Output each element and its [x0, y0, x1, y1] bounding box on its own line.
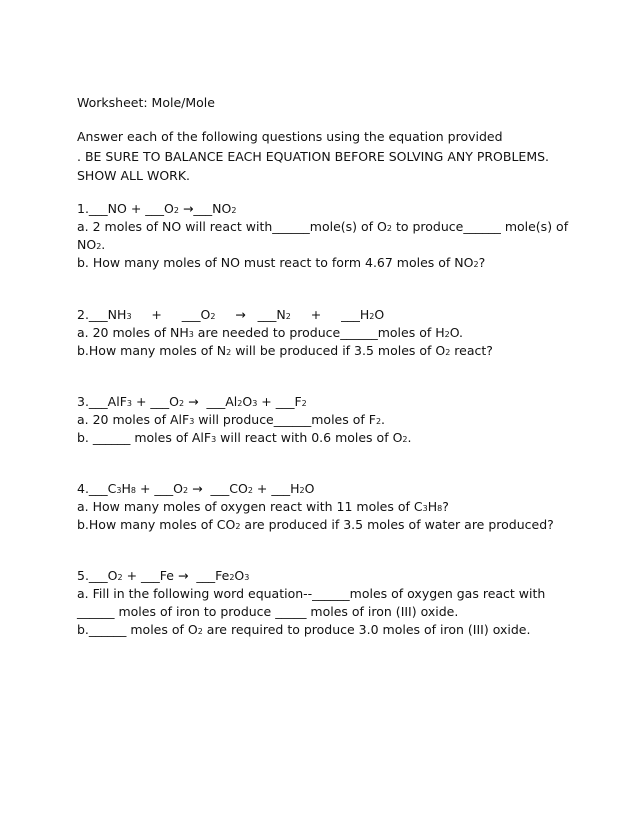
problem-4-question: a. How many moles of oxygen react with 11 moles of C3H8? [77, 499, 449, 514]
instruction-line: Answer each of the following questions using the equation provided [77, 129, 503, 144]
problem-4-question: b.How many moles of CO2 are produced if 3.5 moles of water are produced? [77, 517, 554, 532]
problem-1-question: NO2. [77, 237, 106, 252]
problem-3-question: b. ______ moles of AlF3 will react with 0.6 moles of O2. [77, 430, 412, 445]
problem-1-question: a. 2 moles of NO will react with______mole(s) of O2 to produce______ mole(s) of [77, 219, 569, 234]
problem-1-question: b. How many moles of NO must react to form 4.67 moles of NO2? [77, 255, 486, 270]
problem-5-question: b.______ moles of O2 are required to produce 3.0 moles of iron (III) oxide. [77, 622, 531, 637]
instruction-line: . BE SURE TO BALANCE EACH EQUATION BEFORE SOLVING ANY PROBLEMS. [77, 149, 550, 164]
problem-3-question: a. 20 moles of AlF3 will produce______moles of F2. [77, 412, 386, 427]
worksheet-title: Worksheet: Mole/Mole [77, 95, 215, 110]
problem-2-question: a. 20 moles of NH3 are needed to produce______moles of H2O. [77, 325, 464, 340]
problem-2-question: b.How many moles of N2 will be produced if 3.5 moles of O2 react? [77, 343, 493, 358]
problem-5-equation: 5.___O2 + ___Fe → ___Fe2O3 [77, 568, 250, 583]
problem-5-question: a. Fill in the following word equation--______moles of oxygen gas react with [77, 586, 546, 601]
problem-3-equation: 3.___AlF3 + ___O2 → ___Al2O3 + ___F2 [77, 394, 307, 409]
problem-2-equation: 2.___NH3 + ___O2 → ___N2 + ___H2O [77, 307, 385, 322]
instruction-line: SHOW ALL WORK. [77, 168, 191, 183]
problem-1-equation: 1.___NO + ___O2 →___NO2 [77, 201, 237, 216]
problem-5-question: ______ moles of iron to produce _____ moles of iron (III) oxide. [77, 604, 459, 619]
problem-4-equation: 4.___C3H8 + ___O2 → ___CO2 + ___H2O [77, 481, 315, 496]
